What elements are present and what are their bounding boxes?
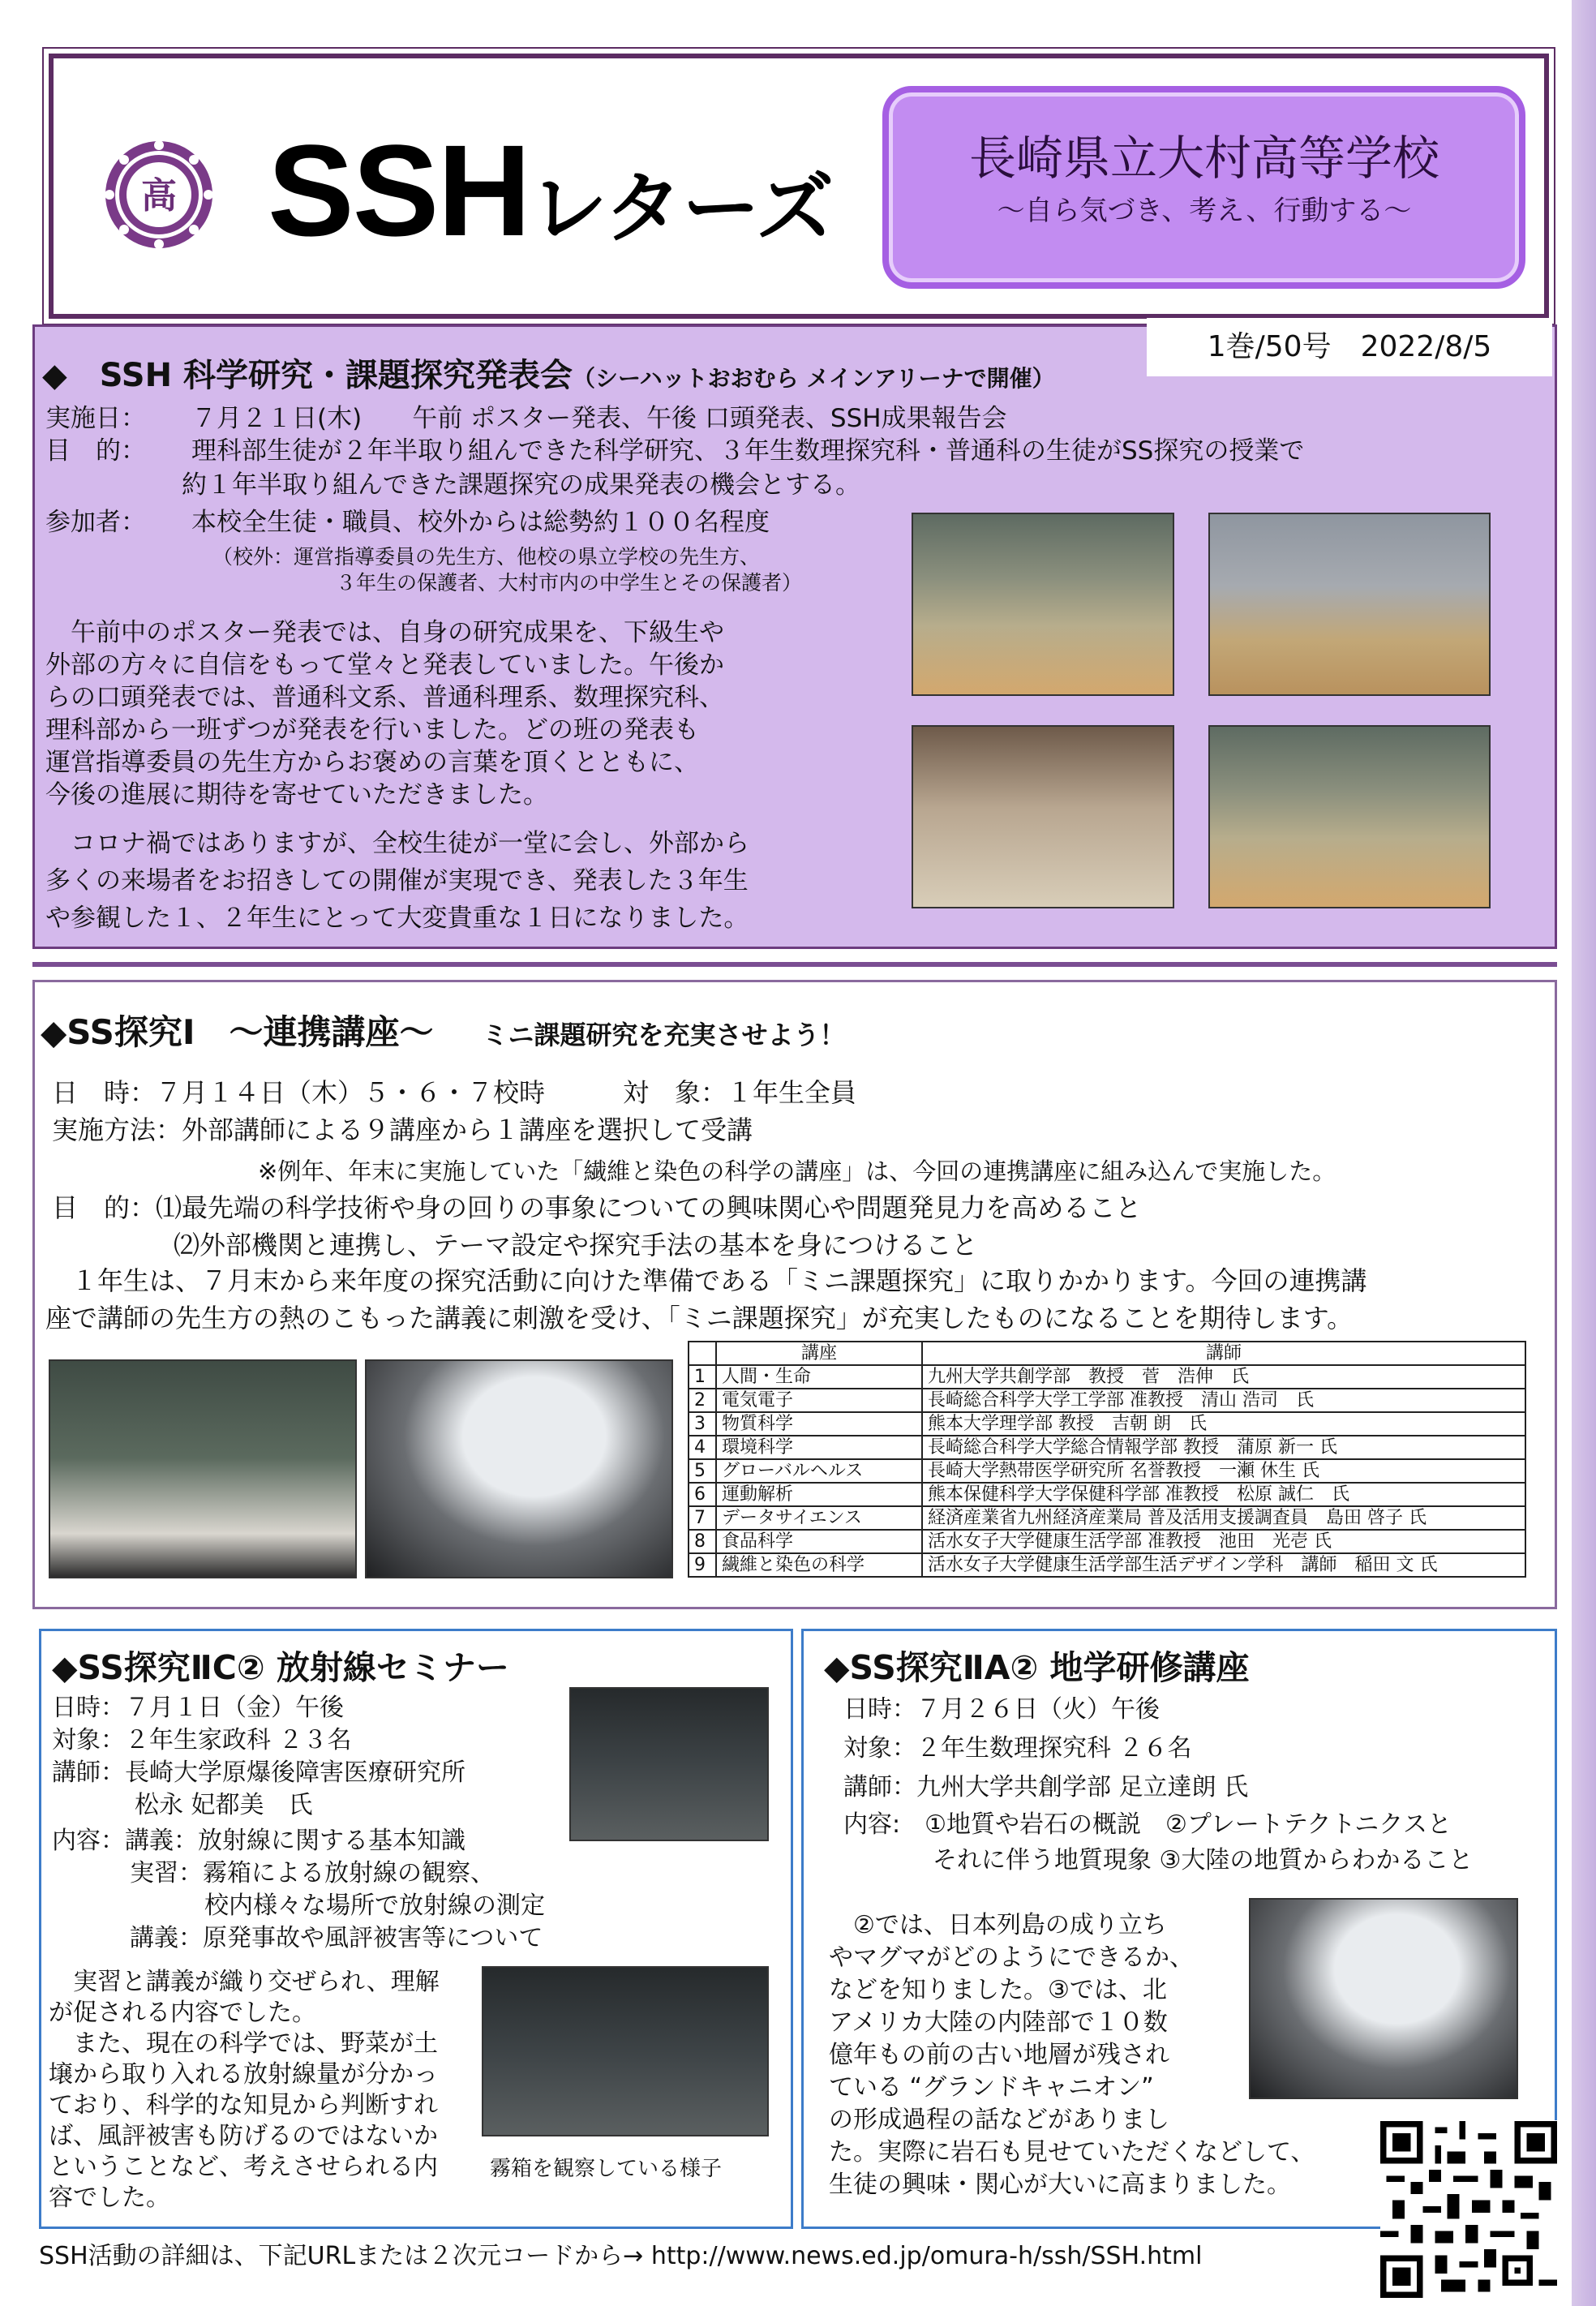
section2-title-main: ◆SS探究Ⅰ ～連携講座～: [41, 1012, 434, 1052]
section3-body-line: ということなど、考えさせられる内: [49, 2153, 438, 2181]
table-row: [689, 1483, 1525, 1506]
cloud-chamber-caption: 霧箱を観察している様子: [490, 2157, 723, 2181]
section3-lecturer1: 講師：長崎大学原爆後障害医療研究所: [52, 1758, 466, 1787]
section1-body-line: 運営指導委員の先生方からお褒めの言葉を頂くとともに、: [45, 748, 699, 777]
section2-purpose1: 目 的：⑴最先端の科学技術や身の回りの事象についての興味関心や問題発見力を高めること: [52, 1192, 1142, 1223]
purpose-line1: 理科部生徒が２年半取り組んできた科学研究、３年生数理探究科・普通科の生徒がSS探究の授業で: [191, 436, 1305, 466]
section3-content1: 内容：講義：放射線に関する基本知識: [52, 1827, 466, 1855]
section-divider: [32, 962, 1557, 967]
table-header-lecturer: 講師: [922, 1342, 1525, 1365]
table-row: [689, 1553, 1525, 1577]
participants-note1: （校外：運営指導委員の先生方、他校の県立学校の先生方、: [212, 545, 761, 569]
section4-body-line: ている “グランドキャニオン”: [829, 2073, 1154, 2102]
page-edge-decoration: [1572, 0, 1596, 2306]
table-cell-course: 人間・生命: [716, 1365, 922, 1389]
section4-target: 対象：２年生数理探究科 ２６名: [843, 1734, 1192, 1763]
qr-code-icon[interactable]: [1380, 2120, 1557, 2299]
lecture-table: [688, 1341, 1526, 1578]
photo-oral-presentation: [912, 725, 1174, 908]
table-cell-lecturer: 熊本保健科学大学保健科学部 准教授 松原 誠仁 氏: [922, 1483, 1525, 1506]
section1-body-line: コロナ禍ではありますが、全校生徒が一堂に会し、外部から: [45, 829, 749, 858]
table-cell-no: 8: [689, 1530, 716, 1553]
section3-body-line: が促される内容でした。: [49, 1999, 316, 2027]
photo-radiation-lecture: [569, 1687, 769, 1841]
photo-lecture-classroom: [49, 1359, 357, 1578]
table-cell-course: データサイエンス: [716, 1506, 922, 1530]
section2-date: 日 時：７月１４日（木）５・６・７校時 対 象：１年生全員: [52, 1077, 857, 1108]
table-cell-lecturer: 長崎総合科学大学工学部 准教授 清山 浩司 氏: [922, 1389, 1525, 1412]
photo-geology-lecture: [1249, 1898, 1518, 2099]
date-label: 実施日：: [45, 404, 146, 433]
section1-body-line: 理科部から一班ずつが発表を行いました。どの班の発表も: [45, 715, 699, 745]
section3-lecturer2: 松永 妃都美 氏: [135, 1791, 313, 1819]
table-cell-course: 環境科学: [716, 1436, 922, 1459]
section3-content2: 実習：霧箱による放射線の観察、: [130, 1859, 495, 1887]
section3-target: 対象：２年生家政科 ２３名: [52, 1726, 352, 1754]
section2-note: ※例年、年末に実施していた「繊維と染色の科学の講座」は、今回の連携講座に組み込んで実施した。: [258, 1157, 1336, 1185]
section2-method: 実施方法：外部講師による９講座から１講座を選択して受講: [52, 1114, 753, 1145]
photo-arena-overview: [1208, 725, 1491, 908]
section3-body-line: ており、科学的な知見から判断すれ: [49, 2091, 438, 2119]
section4-body-line: 億年もの前の古い地層が残され: [829, 2041, 1169, 2069]
table-row: [689, 1436, 1525, 1459]
section3-content4: 講義：原発事故や風評被害等について: [130, 1924, 543, 1952]
table-cell-course: 電気電子: [716, 1389, 922, 1412]
table-row: [689, 1389, 1525, 1412]
section3-content3: 校内様々な場所で放射線の測定: [204, 1892, 545, 1920]
section3-date: 日時：７月１日（金）午後: [52, 1694, 344, 1722]
table-cell-lecturer: 長崎総合科学大学総合情報学部 教授 蒲原 新一 氏: [922, 1436, 1525, 1459]
section1-body-line: 今後の進展に期待を寄せていただきました。: [45, 780, 548, 809]
table-cell-course: 食品科学: [716, 1530, 922, 1553]
school-name-box: [882, 86, 1525, 289]
section4-title: ◆SS探究ⅡA② 地学研修講座: [824, 1648, 1250, 1687]
table-cell-lecturer: 長崎大学熱帯医学研究所 名誉教授 一瀬 休生 氏: [922, 1459, 1525, 1483]
participants-value: 本校全生徒・職員、校外からは総勢約１００名程度: [191, 508, 770, 537]
table-row: [689, 1530, 1525, 1553]
school-crest-icon: [102, 138, 216, 251]
date-value: ７月２１日(木) 午前 ポスター発表、午後 口頭発表、SSH成果報告会: [191, 404, 1007, 433]
section1-body-line: 午前中のポスター発表では、自身の研究成果を、下級生や: [45, 618, 724, 647]
section1-body-line: 外部の方々に自信をもって堂々と発表していました。午後か: [45, 651, 724, 680]
section2-purpose2: ⑵外部機関と連携し、テーマ設定や探究手法の基本を身につけること: [174, 1230, 978, 1260]
section1-body-line: 多くの来場者をお招きしての開催が実現でき、発表した３年生: [45, 866, 749, 895]
footer-url-text: SSH活動の詳細は、下記URLまたは２次元コードから→ http://www.news.ed.jp/omura-h/ssh/SSH.html: [39, 2242, 1203, 2270]
section2-body1: １年生は、７月末から来年度の探究活動に向けた準備である「ミニ課題探究」に取りかかります。今回の連携講: [45, 1265, 1367, 1296]
table-cell-no: 3: [689, 1412, 716, 1436]
section1-title-venue: （シーハットおおむら メインアリーナで開催）: [572, 365, 1055, 392]
table-header-course: 講座: [716, 1342, 922, 1365]
crest-character: 高: [141, 175, 177, 217]
section1-body-line: らの口頭発表では、普通科文系、普通科理系、数理探究科、: [45, 683, 724, 712]
title-sub: レターズ: [529, 165, 834, 252]
table-cell-no: 1: [689, 1365, 716, 1389]
section3-body-line: 容でした。: [49, 2184, 170, 2212]
section1-title-main: ◆ SSH 科学研究・課題探究発表会: [42, 357, 573, 394]
table-cell-lecturer: 経済産業省九州経済産業局 普及活用支援調査員 島田 啓子 氏: [922, 1506, 1525, 1530]
section4-body-line: などを知りました。③では、北: [829, 1976, 1167, 2004]
section2-title: [41, 1011, 846, 1057]
table-row: [689, 1459, 1525, 1483]
section3-body-line: 壌から取り入れる放射線量が分かっ: [49, 2060, 438, 2089]
table-header-no: [689, 1342, 716, 1365]
section1-title: [42, 355, 1055, 399]
section3-body-line: また、現在の科学では、野菜が土: [49, 2029, 438, 2058]
table-cell-course: 物質科学: [716, 1412, 922, 1436]
section1-body-line: や参観した１、２年生にとって大変貴重な１日になりました。: [45, 904, 749, 933]
photo-lecture-projector: [365, 1359, 673, 1578]
purpose-label: 目 的：: [45, 436, 146, 466]
school-name: 長崎県立大村高等学校: [968, 131, 1439, 186]
photo-poster-session-2: [1208, 513, 1491, 696]
table-cell-no: 6: [689, 1483, 716, 1506]
table-cell-no: 9: [689, 1553, 716, 1577]
table-cell-course: 運動解析: [716, 1483, 922, 1506]
section4-body-line: の形成過程の話などがありまし: [829, 2106, 1169, 2134]
section4-body-line: アメリカ大陸の内陸部で１０数: [829, 2008, 1168, 2037]
table-cell-lecturer: 活水女子大学健康生活学部 准教授 池田 光壱 氏: [922, 1530, 1525, 1553]
newsletter-title: [268, 118, 834, 263]
section3-body-line: ば、風評被害も防げるのではないか: [49, 2122, 438, 2150]
table-row: [689, 1506, 1525, 1530]
section4-body-line: やマグマがどのようにできるか、: [829, 1943, 1194, 1972]
table-cell-course: 繊維と染色の科学: [716, 1553, 922, 1577]
section4-date: 日時：７月２６日（火）午後: [843, 1695, 1160, 1724]
table-row: [689, 1412, 1525, 1436]
section4-body-line: ②では、日本列島の成り立ち: [829, 1911, 1167, 1939]
participants-note2: ３年生の保護者、大村市内の中学生とその保護者）: [336, 571, 803, 595]
table-row: [689, 1365, 1525, 1389]
table-cell-course: グローバルヘルス: [716, 1459, 922, 1483]
section3-title: ◆SS探究ⅡC② 放射線セミナー: [52, 1648, 509, 1687]
table-cell-no: 5: [689, 1459, 716, 1483]
photo-cloud-chamber: [482, 1966, 769, 2136]
section4-body-line: 生徒の興味・関心が大いに高まりました。: [829, 2171, 1291, 2199]
section4-content2: それに伴う地質現象 ③大陸の地質からわかること: [933, 1846, 1474, 1874]
issue-number-date: 1巻/50号 2022/8/5: [1147, 318, 1552, 376]
table-cell-no: 2: [689, 1389, 716, 1412]
table-cell-lecturer: 九州大学共創学部 教授 菅 浩伸 氏: [922, 1365, 1525, 1389]
section4-lecturer: 講師：九州大学共創学部 足立達朗 氏: [843, 1773, 1249, 1801]
purpose-line2: 約１年半取り組んできた課題探究の成果発表の機会とする。: [182, 470, 860, 500]
title-main: SSH: [268, 118, 530, 263]
section2-body2: 座で講師の先生方の熱のこもった講義に刺激を受け、「ミニ課題探究」が充実したものになることを期待します。: [45, 1303, 1354, 1333]
table-cell-no: 4: [689, 1436, 716, 1459]
section2-title-sub: ミニ課題研究を充実させよう！: [482, 1020, 846, 1050]
participants-label: 参加者：: [45, 508, 146, 537]
photo-poster-session-1: [912, 513, 1174, 696]
table-cell-lecturer: 熊本大学理学部 教授 吉朝 朗 氏: [922, 1412, 1525, 1436]
section3-body-line: 実習と講義が織り交ぜられ、理解: [49, 1968, 440, 1996]
section4-body-line: た。実際に岩石も見せていただくなどして、: [829, 2138, 1315, 2166]
section4-content1: 内容: ①地質や岩石の概説 ②プレートテクトニクスと: [843, 1810, 1452, 1839]
school-motto: ～自ら気づき、考え、行動する～: [997, 195, 1412, 227]
table-cell-no: 7: [689, 1506, 716, 1530]
table-cell-lecturer: 活水女子大学健康生活学部生活デザイン学科 講師 稲田 文 氏: [922, 1553, 1525, 1577]
